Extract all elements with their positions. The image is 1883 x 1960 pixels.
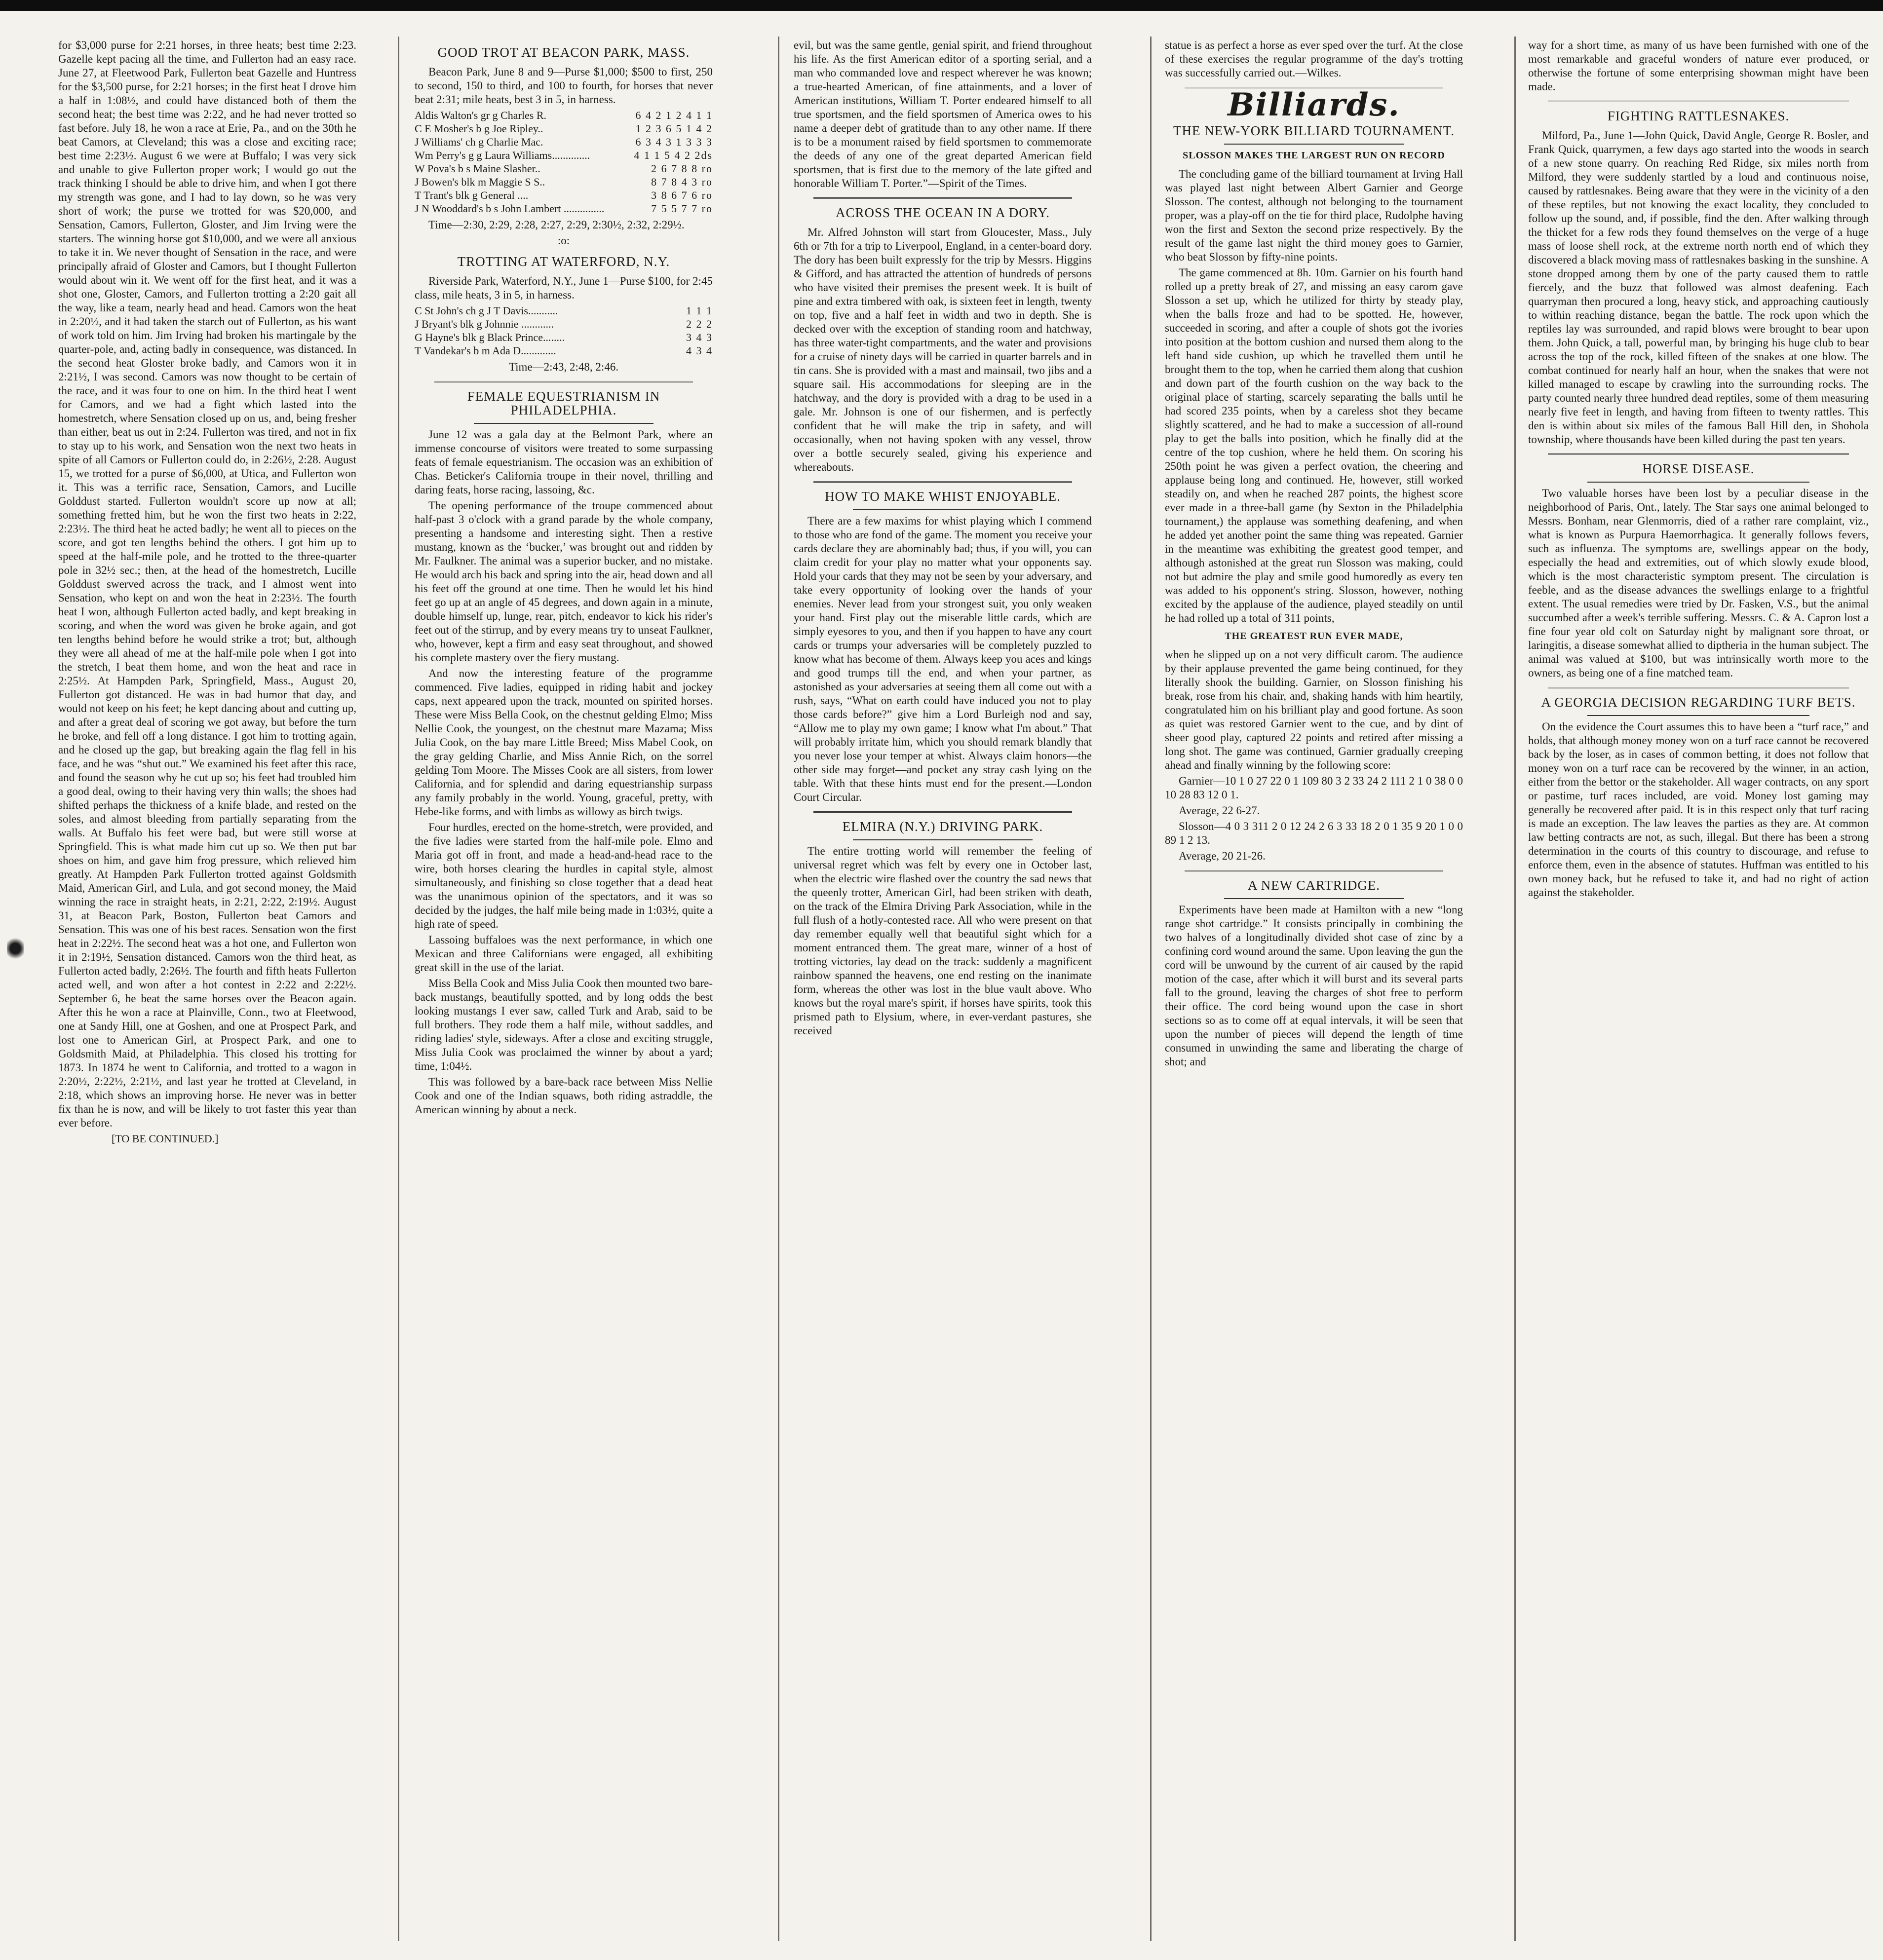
top-edge-bar — [0, 0, 1883, 11]
horse-name: J N Wooddard's b s John Lambert ............... — [415, 202, 605, 215]
column-rule — [398, 37, 399, 1941]
article-paragraph: The game commenced at 8h. 10m. Garnier on his fourth hand rolled up a pretty break of 27, and missing an easy carom gave Slosson a set up, which he utilized for thirty by steady play, when the balls froze and had to be spotted. He, however, succeeded in scoring, and after a couple of shots got the ivories into position at the bottom cushion and nursed them along to the left hand side cushion, up which he travelled them until he brought them to the top, when he carried them along that cushion and down part of the fourth cushion on the way back to the original place of starting, scarcely separating the balls until he had scored 235 points, when by a careless shot they became slightly scattered, and he had to make a succession of all-round play to get the balls into position, which he finally did at the centre of the top cushion, where he held them. On scoring his 250th point he was given a perfect ovation, the cheering and applause being long and continued. He, however, still worked steadily on, and when he reached 287 points, the highest score ever made in a three-ball game (by Sexton in the Philadelphia tournament,) the applause was something deafening, and when he added yet another point the same thing was repeated. Garnier in the meantime was exhibiting the greatest good temper, and although astonished at the great run Slosson was making, could not but admire the play and smile good humoredly as every ten was added to his opponent's string. Slosson, however, nothing excited by the applause of the audience, played steadily on until he had rolled up a total of 311 points, — [1165, 266, 1463, 624]
article-paragraph: Two valuable horses have been lost by a peculiar disease in the neighborhood of Paris, Ont., lately. The Star says one animal belonged to Messrs. Bonham, near Glenmorris, died of a rather rare complaint, viz., what is known as Purpura Haemorrhagica. It generally follows fevers, such as influenza. The symptoms are, swellings appear on the body, especially the head and extremities, out of which slowly exude blood, which is the most characteristic symptom present. The circulation is feeble, and as the disease advances the swellings enlarge to a frightful extent. The usual remedies were tried by Dr. Fasken, V.S., but the animal succumbed after a week's terrible suffering. Messrs. C. & A. Capron lost a fine four year old colt on Saturday night by malignant sore throat, or laringitis, a disease somewhat allied to diptheria in the human subject. The animal was valued at $100, but was intrinsically worth more to the owners, as being one of a fine matched team. — [1528, 487, 1869, 679]
article-paragraph: way for a short time, as many of us have been furnished with one of the most remarkable and graceful wonders of nature ever produced, or otherwise the fortune of some enterprising showman might have been made. — [1528, 39, 1869, 93]
article-paragraph: Lassoing buffaloes was the next performance, in which one Mexican and three Californians were engaged, all exhibiting great skill in the use of the lariat. — [415, 934, 713, 974]
summary-row — [415, 175, 713, 188]
article-paragraph: Four hurdles, erected on the home-stretch, were provided, and the five ladies were started from the half-mile pole. Elmo and Maria got off in front, and made a head-and-head race to the wire, both horses clearing the hurdles in capital style, almost simultaneously, and finishing so close together that a dead heat was the unanimous opinion of the spectators, and it was so decided by the judges, the half mile being made in 1:03½, quite a high rate of speed. — [415, 821, 713, 930]
horse-name: J Williams' ch g Charlie Mac. — [415, 136, 543, 148]
summary-row — [415, 135, 713, 149]
headline: FIGHTING RATTLESNAKES. — [1607, 109, 1790, 123]
article-paragraph: The entire trotting world will remember the feeling of universal regret which was felt by every one in October last, when the electric wire flashed over the country the sad news that the queenly trotter, American Girl, had been striken with death, on the track of the Elmira Driving Park Association, while in the full flush of a hotly-contested race. All who were present on that day remember equally well that beautiful sight which for a moment entranced them. The great mare, winner of a host of trotting victories, lay dead on the track: suddenly a magnificent rainbow spanned the heavens, one end resting on the inanimate form, whereas the other was lost in the blue vault above. Who knows but the royal mare's spirit, if horses have spirits, took this prismed path to Elysium, where, in ever-verdant pastures, she received — [794, 845, 1092, 1037]
horse-name: J Bowen's blk m Maggie S S.. — [415, 176, 545, 188]
race-summary-table — [415, 109, 713, 215]
section-divider — [1548, 101, 1849, 102]
column-2 — [415, 38, 713, 1943]
headline-rule — [1587, 482, 1809, 483]
summary-row — [415, 109, 713, 122]
article-paragraph: And now the interesting feature of the programme commenced. Five ladies, equipped in riding habit and jockey caps, next appeared upon the track, mounted on spirited horses. These were Miss Bella Cook, on the chestnut gelding Elmo; Miss Nellie Cook, the youngest, on the chestnut mare Mazama; Miss Julia Cook, on the bay mare Little Breed; Miss Mabel Cook, on the gray gelding Charlie, and Miss Annie Rich, on the sorrel gelding Tom Moore. The Misses Cook are all sisters, from lower California, and for splendid and daring equestrianship surpass any family probably in the world. Young, graceful, pretty, with Hebe-like forms, and with limbs as willowy as birch twigs. — [415, 667, 713, 818]
score-average: Average, 22 6-27. — [1179, 804, 1260, 817]
heat-results: 1 2 3 6 5 1 4 2 — [635, 122, 713, 135]
headline-rule — [853, 509, 1033, 510]
article-paragraph: when he slipped up on a not very difficult carom. The audience by their applause prevented the game being continued, for they literally shook the building. Garnier, on Slosson finishing his break, rose from his chair, and, shaking hands with him heartily, congratulated him on his brilliant play and good fortune. As soon as quiet was restored Garnier went to the cue, and by dint of sheer good play, captured 22 points and retired after missing a long shot. The game was continued, Garnier gradually creeping ahead and finally winning by the following score: — [1165, 648, 1463, 771]
column-rule — [1150, 37, 1152, 1941]
horse-name: C E Mosher's b g Joe Ripley.. — [415, 122, 543, 135]
summary-row — [415, 304, 713, 317]
headline-rule — [1224, 898, 1404, 899]
race-summary-table — [415, 304, 713, 357]
heat-results: 6 4 2 1 2 4 1 1 — [635, 109, 713, 121]
article-paragraph: The opening performance of the troupe commenced about half-past 3 o'clock with a grand parade by the whole company, presenting a handsome and interesting sight. Then a restive mustang, known as the ‘bucker,’ was brought out and ridden by Mr. Faulkner. The animal was a superior bucker, and no mistake. He would arch his back and spring into the air, head down and all his feet off the ground at one time. Then he would let his hind feet go up at an angle of 45 degrees, and down again in a minute, double himself up, lunge, rear, pitch, endeavor to kick his rider's feet out of the stirrup, and by every means try to unseat Faulkner, who, however, kept a firm and easy seat throughout, and showed his complete mastery over the fiery mustang. — [415, 499, 713, 664]
heat-results: 1 1 1 — [686, 304, 713, 317]
heat-results: 6 3 4 3 1 3 3 3 — [635, 136, 713, 148]
summary-row — [415, 149, 713, 162]
summary-row — [415, 317, 713, 331]
heat-results: 4 3 4 — [686, 344, 713, 357]
headline: FEMALE EQUESTRIANISM IN PHILADELPHIA. — [467, 389, 660, 417]
score-line: Garnier—10 1 0 27 22 0 1 109 80 3 2 33 24 2 111 2 1 0 38 0 0 10 28 83 12 0 1. — [1165, 775, 1463, 801]
headline-rule — [1224, 144, 1404, 145]
summary-row — [415, 162, 713, 175]
section-divider — [1548, 687, 1849, 688]
section-divider — [813, 197, 1072, 199]
article-paragraph: This was followed by a bare-back race between Miss Nellie Cook and one of the Indian squaws, both riding astraddle, the American winning by about a neck. — [415, 1076, 713, 1116]
headline-rule — [1587, 715, 1809, 716]
heat-results: 3 4 3 — [686, 331, 713, 343]
headline: A NEW CARTRIDGE. — [1247, 878, 1381, 893]
section-divider — [1548, 453, 1849, 455]
article-paragraph: The concluding game of the billiard tournament at Irving Hall was played last night between Albert Garnier and George Slosson. The contest, although not belonging to the tournament proper, was a play-off on the tie for third place, Rudolphe having won the first and Sexton the second prize respectively. By the result of the game last night the third money goes to Garnier, who beat Slosson by fifty-nine points. — [1165, 168, 1463, 263]
subheadline: SLOSSON MAKES THE LARGEST RUN ON RECORD — [1183, 150, 1445, 161]
to-be-continued: [TO BE CONTINUED.] — [112, 1132, 219, 1145]
horse-name: Aldis Walton's gr g Charles R. — [415, 109, 546, 121]
race-intro: Beacon Park, June 8 and 9—Purse $1,000; $500 to first, 250 to second, 150 to third, and 100 to fourth, for horses that never beat 2:31; mile heats, best 3 in 5, in harness. — [415, 66, 713, 106]
heat-results: 4 1 1 5 4 2 2ds — [634, 149, 713, 161]
horse-name: J Bryant's blk g Johnnie ............ — [415, 318, 554, 330]
score-average: Average, 20 21-26. — [1179, 850, 1266, 862]
article-paragraph: statue is as perfect a horse as ever sped over the turf. At the close of these exercises the regular programme of the day's trotting was successfully carried out.—Wilkes. — [1165, 39, 1463, 79]
heat-results: 7 5 5 7 7 ro — [651, 202, 713, 215]
headline: TROTTING AT WATERFORD, N.Y. — [457, 254, 670, 269]
section-divider — [813, 481, 1072, 483]
summary-row — [415, 344, 713, 357]
horse-name: C St John's ch g J T Davis........... — [415, 304, 558, 317]
race-times: Time—2:30, 2:29, 2:28, 2:27, 2:29, 2:30½, 2:32, 2:29½. — [428, 219, 685, 231]
race-intro: Riverside Park, Waterford, N.Y., June 1—Purse $100, for 2:45 class, mile heats, 3 in 5, in harness. — [415, 275, 713, 301]
heat-results: 3 8 6 7 6 ro — [651, 189, 713, 201]
column-5 — [1528, 38, 1869, 1943]
article-paragraph: On the evidence the Court assumes this to have been a “turf race,” and holds, that although money money won on a turf race cannot be recovered back by the loser, as in cases of common betting, it does not follow that money won on a turf race can be recovered by the winner, in an action, either from the bettor or the stakeholder. All wager contracts, on any sport or pastime, turf races included, are void. Money lost gaming may generally be recovered after paid. It is in this respect only that turf racing is made an exception. The law leaves the parties as they are. At common law betting contracts are not, as such, illegal. But there has been a strong determination in the courts of this country to discourage, and refuse to enforce them, even in the absence of statutes. Huffman was entitled to his own money back, but he refused to take it, and had no right of action against the stakeholder. — [1528, 720, 1869, 899]
ink-blot — [7, 934, 24, 963]
section-divider — [1185, 870, 1443, 871]
headline-rule — [474, 423, 653, 424]
heat-results: 2 2 2 — [686, 318, 713, 330]
section-divider — [434, 381, 693, 382]
headline: HORSE DISEASE. — [1642, 461, 1755, 476]
summary-row — [415, 122, 713, 135]
newspaper-page — [0, 11, 1883, 1960]
summary-row — [415, 202, 713, 215]
headline: HOW TO MAKE WHIST ENJOYABLE. — [825, 489, 1061, 504]
article-paragraph: There are a few maxims for whist playing which I commend to those who are fond of the game. The moment you receive your cards declare they are abominably bad; thus, if you will, you can claim credit for your play no matter what your opponents say. Hold your cards that they may not be seen by your adversary, and take every opportunity of looking over the hands of your enemies. Never lead from your strongest suit, you only weaken your hand. First play out the miserable little cards, which are simply eyesores to you, and then if you happen to have any court cards or trumps your adversaries will be completely puzzled to know what has become of them. Always keep you aces and kings and good trumps till the end, and when your partner, as astonished as your adversaries at seeing them all come out with a rush, says, “What on earth could have induced you not to play those cards before?” give him a Lord Burleigh nod and say, “Allow me to play my own game; I know what I'm about.” That will probably irritate him, which you should remark blandly that you never lose your temper at whist. Always claim honors—the other side may forget—and pocket any stray cash lying on the table. With that these hints must end for the present.—London Court Circular. — [794, 515, 1092, 803]
horse-name: T Vandekar's b m Ada D............. — [415, 344, 556, 357]
column-4 — [1165, 38, 1463, 1943]
horse-name: T Trant's blk g General .... — [415, 189, 529, 201]
section-divider — [813, 811, 1072, 813]
horse-name: Wm Perry's g g Laura Williams.............. — [415, 149, 590, 161]
column-3 — [794, 38, 1092, 1943]
headline: THE NEW-YORK BILLIARD TOURNAMENT. — [1173, 123, 1455, 138]
horse-name: W Pova's b s Maine Slasher.. — [415, 162, 540, 175]
headline: ACROSS THE OCEAN IN A DORY. — [835, 205, 1050, 220]
heat-results: 8 7 8 4 3 ro — [651, 176, 713, 188]
article-paragraph: evil, but was the same gentle, genial spirit, and friend throughout his life. As the first American editor of a sporting serial, and a man who commanded love and respect wherever he was known; a true-hearted American, of fine attainments, and a lover of American institutions, William T. Porter endeared himself to all true sportsmen, and the field sportsmen of America owes to his name a deeper debt of gratitude than to any other name. If there is to be a monument raised by field sportsmen to commemorate the deeds of any one of the great departed American field sportsmen, that is first due to the memory of the late gifted and honorable William T. Porter.”—Spirit of the Times. — [794, 39, 1092, 189]
article-paragraph: Mr. Alfred Johnston will start from Gloucester, Mass., July 6th or 7th for a trip to Liverpool, England, in a center-board dory. The dory has been built expressly for the trip by Messrs. Higgins & Gifford, and has attracted the attention of hundreds of persons who have visited their premises the present week. It is built of pine and extra timbered with oak, is sixteen feet in length, twenty on top, five and a half feet in width and two in depth. She is decked over with the exception of standing room and hatchway, has three water-tight compartments, and the water and provisions for a cruise of ninety days will be carried in quarter barrels and in tin cans. She is provided with a mast and mainsail, two jibs and a square sail. His accommodations for sleeping are in the hatchway, and the dory is provided with a drag to be used in a gale. Mr. Johnson is one of our fishermen, and is perfectly confident that he will make the trip in safety, and will occasionally, when not having spoken with any vessel, throw over a bottle securely sealed, giving his experience and whereabouts. — [794, 226, 1092, 473]
summary-row — [415, 188, 713, 202]
section-masthead: Billiards. — [1228, 86, 1400, 123]
headline-rule — [853, 839, 1033, 840]
article-paragraph: June 12 was a gala day at the Belmont Park, where an immense concourse of visitors were treated to some surpassing feats of female equestrianism. The occasion was an exhibition of Chas. Beticker's California troupe in their novel, thrilling and daring feats, horse racing, lassoing, &c. — [415, 428, 713, 496]
column-1 — [58, 38, 356, 1943]
heat-results: 2 6 7 8 8 ro — [651, 162, 713, 175]
subheadline: THE GREATEST RUN EVER MADE, — [1225, 631, 1403, 641]
article-text: for $3,000 purse for 2:21 horses, in three heats; best time 2:23. Gazelle kept pacing all the time, and Fullerton had an easy race. June 27, at Fleetwood Park, Fullerton beat Gazelle and Huntress for the $3,500 purse, for 2:21 horses; in the first heat I drove him a half in 1:08½, and could have distanced both of them the second heat; the best time was 2:22, and he had never trotted so fast before. July 18, he won a race at Erie, Pa., and on the 30th he beat Camors, at Cleveland; this was a close and exciting race; best time 2:23½. August 6 we were at Buffalo; I was very sick and unable to give Fullerton proper work; I would go out the track thinking I should be able to drive him, and when I got there my strength was gone, and I had to lay down, so he was very short of work; the purse we trotted for was $20,000, and Sensation, Camors, Fullerton, Gloster, and Jim Irving were the starters. The winning horse got $10,000, and we were all anxious to take it in. We never thought of Sensation in the race, and were principally afraid of Gloster and Camors, but I thought Fullerton would about win it. We went off for the first heat, and it was a shot one, Gloster, Camors, and Fullerton trotting a 2:20 gait all the way, like a team, nearly head and head. Camors won the heat in 2:20½, and it had taken the starch out of Fullerton, as his want of work told on him. Jim Irving had broken his martingale by the quarter-pole, and, acting badly in consequence, was distanced. In the second heat Gloster broke badly, and Camors won it in 2:21½, I was second. Camors was now thought to be certain of the race, and it was four to one on him. In the third heat I went for Camors, and we had a fight which lasted into the homestretch, where Sensation closed up on us, and, being fresher than either, beat us out in 2:24. Fullerton was tired, and not in fix to stay up to his work, and Sensation won the next two heats in spite of all Camors or Fullerton could do, in 2:26½, 2:28. August 15, we trotted for a purse of $6,000, at Utica, and Fullerton won it. This was a terrific race, Sensation, Camors, and Lucille Golddust started. Fullerton wouldn't score up now at all; something fretted him, but he won the first two heats in 2:22, 2:23½. The third heat he acted badly; he went all to pieces on the score, and got ten lengths behind the others. I got him up to speed at the half-mile pole, and he trotted to the three-quarter pole in 32½ sec.; then, at the head of the homestretch, Lucille Golddust swerved across the track, and I almost went into Sensation, who kept on and won the heat in 2:23½. The fourth heat I won, although Fullerton acted badly, and kept breaking in scoring, and when the word was given he broke again, and got ten lengths behind before he would strike a trot; but, although they were all ahead of me at the half-mile pole when I got into the stretch, I beat them home, and won the heat and race in 2:25½. At Hampden Park, Springfield, Mass., August 20, Fullerton got distanced. He was in bad humor that day, and would not keep on his feet; he kept dancing about and cutting up, and after a great deal of scoring we got away, but before the turn he broke, and fell off a long distance. I got him to trotting again, and he closed up the gap, but breaking again the flag fell in his face, and he was “shut out.” We examined his feet after this race, and found the season why he cut up so; his feet had troubled him a good deal, owing to their having very thin walls; the shoes had shifted perhaps the thickness of a knife blade, and rested on the soles, and almost bleeding from partially separating from the walls. At Buffalo his feet were bad, but were still worse at Springfield. This is what made him cut up so. We then put bar shoes on him, and gave him frog pressure, which relieved him greatly. At Hampden Park Fullerton trotted against Goldsmith Maid, American Girl, and Lula, and got second money, the Maid winning the race in straight heats, in 2:21, 2:22, 2:19½. August 31, at Beacon Park, Boston, Fullerton beat Camors and Sensation. This was one of his best races. Sensation won the first heat in 2:22½. The second heat was a hot one, and Fullerton won it in 2:19½, Sensation distanced. Camors won the third heat, as Fullerton acted badly, 2:26½. The fourth and fifth heats Fullerton acted well, and won after a hot contest in 2:22 and 2:22½. September 6, he beat the same horses over the Beacon again. After this he won a race at Plainville, Conn., two at Fleetwood, one at Sandy Hill, one at Goshen, and one at Prospect Park, and lost one to American Girl, at Prospect Park, and one to Goldsmith Maid, at Philadelphia. This closed his trotting for 1873. In 1874 he went to California, and trotted to a wagon in 2:20½, 2:22½, 2:21½, and last year he trotted at Cleveland, in 2:18, which shows an improving horse. He never was in better fix than he is now, and will be likely to trot faster this year than ever before. — [58, 39, 356, 1129]
column-rule — [778, 37, 779, 1941]
headline: ELMIRA (N.Y.) DRIVING PARK. — [842, 819, 1043, 834]
article-paragraph: Miss Bella Cook and Miss Julia Cook then mounted two bare-back mustangs, beautifully spotted, and by long odds the best looking mustangs I ever saw, called Turk and Arab, said to be full brothers. They rode them a half mile, without saddles, and riding ladies' style, sideways. After a close and exciting struggle, Miss Julia Cook was proclaimed the winner by about a yard; time, 1:04½. — [415, 977, 713, 1072]
article-paragraph: Experiments have been made at Hamilton with a new “long range shot cartridge.” It consists principally in combining the two halves of a longitudinally divided shot case of zinc by a confining cord wound around the same. Upon leaving the gun the cord will be unwound by the current of air caused by the rapid motion of the case, after which it will burst and its several parts fall to the ground, leaving the charges of shot free to perform their office. The cord being wound upon the case in short sections so as to come off at equal intervals, it will be seen that upon the number of pieces will depend the length of time consumed in unwinding the same and liberating the charge of shot; and — [1165, 904, 1463, 1068]
summary-row — [415, 331, 713, 344]
divider-mark: :o: — [557, 234, 570, 247]
column-rule — [1514, 37, 1516, 1941]
headline: GOOD TROT AT BEACON PARK, MASS. — [437, 45, 690, 60]
race-times: Time—2:43, 2:48, 2:46. — [508, 361, 619, 373]
horse-name: G Hayne's blk g Black Prince........ — [415, 331, 565, 343]
article-paragraph: Milford, Pa., June 1—John Quick, David Angle, George R. Bosler, and Frank Quick, quarrymen, a few days ago started into the woods in search of a new stone quarry. On reaching Red Ridge, six miles north from Milford, they were suddenly startled by a loud and continuous noise, caused by rattlesnakes. Being aware that they were in the vicinity of a den of these reptiles, but not knowing the exact locality, they concluded to follow up the sound, and, if possible, find the den. After walking through the thicket for a few rods they found themselves on the verge of a huge mass of loose shell rock, at the extreme north north end of which they discovered a black moving mass of rattlesnakes basking in the sunshine. A stone dropped among them by one of the party caused them to rattle fiercely, and the buzz that followed was almost deafening. Each quarryman then procured a long, heavy stick, and approaching cautiously to within reaching distance, began the battle. The rock upon which the reptiles lay was surrounded, and rapid blows were brought to bear upon them. John Quick, a tall, powerful man, by bringing his huge club to bear across the top of the rock, killed fifteen of the snakes at one blow. The combat continued for nearly half an hour, when the snakes that were not killed managed to escape by crawling into the surrounding rocks. The party counted nearly three hundred dead reptiles, some of them measuring nearly five feet in length, and having from fifteen to twenty rattles. This den is within about six miles of the famous Ball Hill den, in Shohola township, where thousands have been killed during the past ten years. — [1528, 129, 1869, 446]
headline: A GEORGIA DECISION REGARDING TURF BETS. — [1541, 695, 1856, 710]
score-line: Slosson—4 0 3 311 2 0 12 24 2 6 3 33 18 2 0 1 35 9 20 1 0 0 89 1 2 13. — [1165, 820, 1463, 846]
